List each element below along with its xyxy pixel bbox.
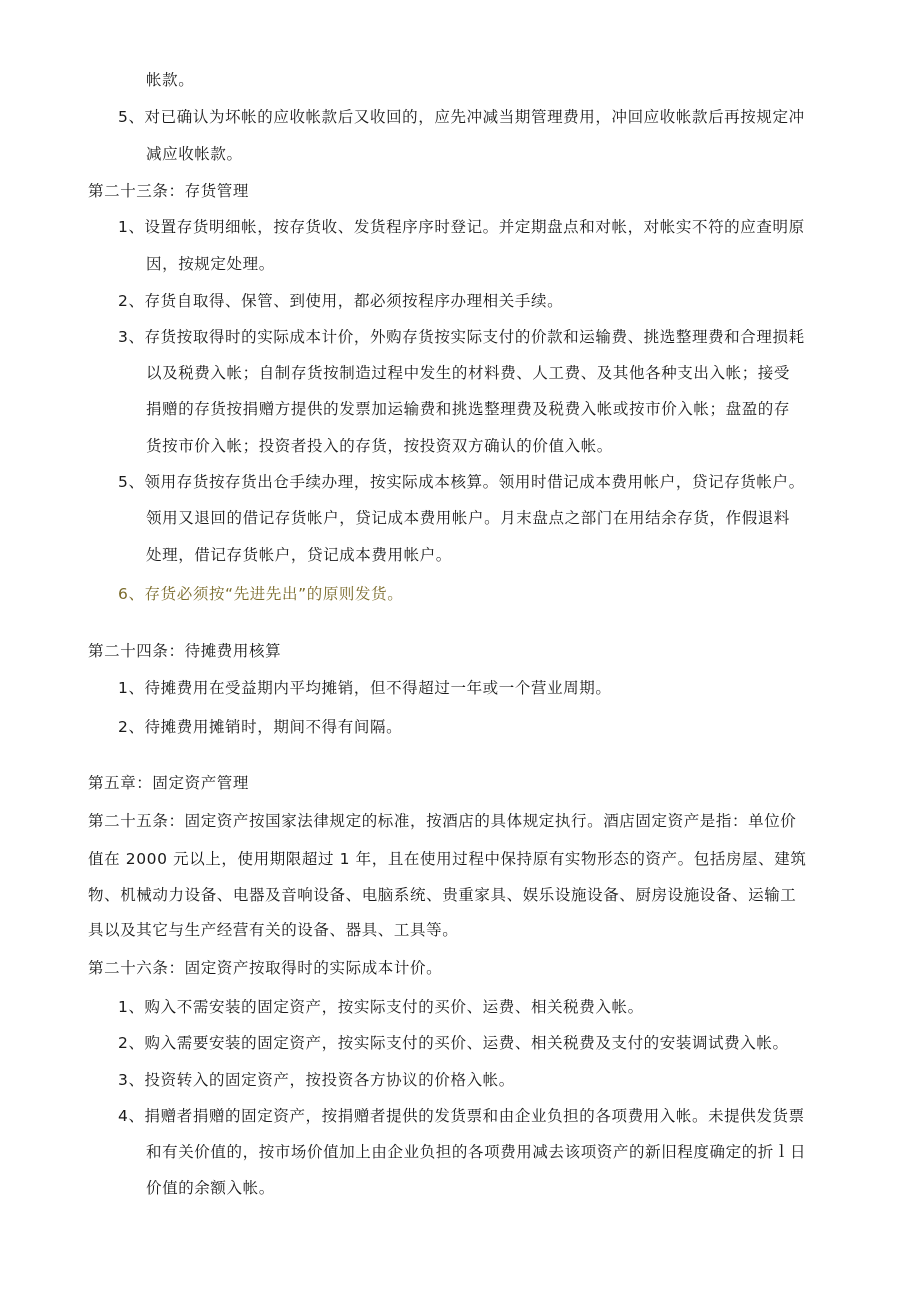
text-line: 值在 2000 元以上，使用期限超过 1 年，且在使用过程中保持原有实物形态的资产。包括房屋、建筑	[88, 850, 807, 868]
text-line: 帐款。	[146, 71, 195, 89]
list-item-5-bad-debt: 5、对已确认为坏帐的应收帐款后又收回的，应先冲减当期管理费用，冲回应收帐款后再按规定冲	[118, 108, 805, 126]
text-line: 货按市价入帐；投资者投入的存货，按投资双方确认的价值入帐。	[146, 437, 613, 455]
list-item-3-inventory-cost: 3、存货按取得时的实际成本计价，外购存货按实际支付的价款和运输费、挑选整理费和合理损耗	[118, 328, 805, 346]
list-item-1-inventory-ledger: 1、设置存货明细帐，按存货收、发货程序序时登记。并定期盘点和对帐，对帐实不符的应查明原	[118, 218, 805, 236]
list-item-2-fixed-asset-install: 2、购入需要安装的固定资产，按实际支付的买价、运费、相关税费及支付的安装调试费入帐。	[118, 1034, 789, 1052]
text-line: 物、机械动力设备、电器及音响设备、电脑系统、贵重家具、娱乐设施设备、厨房设施设备、运输工	[88, 886, 797, 904]
article-23-heading: 第二十三条：存货管理	[88, 182, 250, 200]
list-item-1-amortization: 1、待摊费用在受益期内平均摊销，但不得超过一年或一个营业周期。	[118, 679, 612, 697]
text-line: 减应收帐款。	[146, 145, 243, 163]
list-item-4-fixed-asset-donation: 4、捐赠者捐赠的固定资产，按捐赠者提供的发货票和由企业负担的各项费用入帐。未提供发货票	[118, 1107, 805, 1125]
article-25-paragraph: 第二十五条：固定资产按国家法律规定的标准，按酒店的具体规定执行。酒店固定资产是指：单位价	[88, 812, 797, 830]
text-line: 具以及其它与生产经营有关的设备、器具、工具等。	[88, 921, 459, 939]
list-item-6-fifo: 6、存货必须按“先进先出”的原则发货。	[118, 585, 404, 603]
chapter-5-heading: 第五章：固定资产管理	[88, 774, 250, 792]
text-line: 以及税费入帐；自制存货按制造过程中发生的材料费、人工费、及其他各种支出入帐；接受	[146, 364, 791, 382]
list-item-3-fixed-asset-investment: 3、投资转入的固定资产，按投资各方协议的价格入帐。	[118, 1071, 515, 1089]
list-item-1-fixed-asset-purchase: 1、购入不需安装的固定资产，按实际支付的买价、运费、相关税费入帐。	[118, 998, 644, 1016]
text-line: 处理，借记存货帐户，贷记成本费用帐户。	[146, 546, 452, 564]
article-24-heading: 第二十四条：待摊费用核算	[88, 642, 282, 660]
text-line: 领用又退回的借记存货帐户，贷记成本费用帐户。月末盘点之部门在用结余存货，作假退料	[146, 509, 791, 527]
text-line: 和有关价值的，按市场价值加上由企业负担的各项费用减去该项资产的新旧程度确定的折ｌ日	[146, 1143, 807, 1161]
text-line: 因，按规定处理。	[146, 255, 275, 273]
text-line: 捐赠的存货按捐赠方提供的发票加运输费和挑选整理费及税费入帐或按市价入帐；盘盈的存	[146, 400, 791, 418]
list-item-5-inventory-issue: 5、领用存货按存货出仓手续办理，按实际成本核算。领用时借记成本费用帐户，贷记存货帐户。	[118, 473, 805, 491]
list-item-2-inventory-procedure: 2、存货自取得、保管、到使用，都必须按程序办理相关手续。	[118, 292, 564, 310]
list-item-2-amortization: 2、待摊费用摊销时，期间不得有间隔。	[118, 718, 403, 736]
article-26-heading: 第二十六条：固定资产按取得时的实际成本计价。	[88, 959, 443, 977]
text-line: 价值的余额入帐。	[146, 1179, 275, 1197]
